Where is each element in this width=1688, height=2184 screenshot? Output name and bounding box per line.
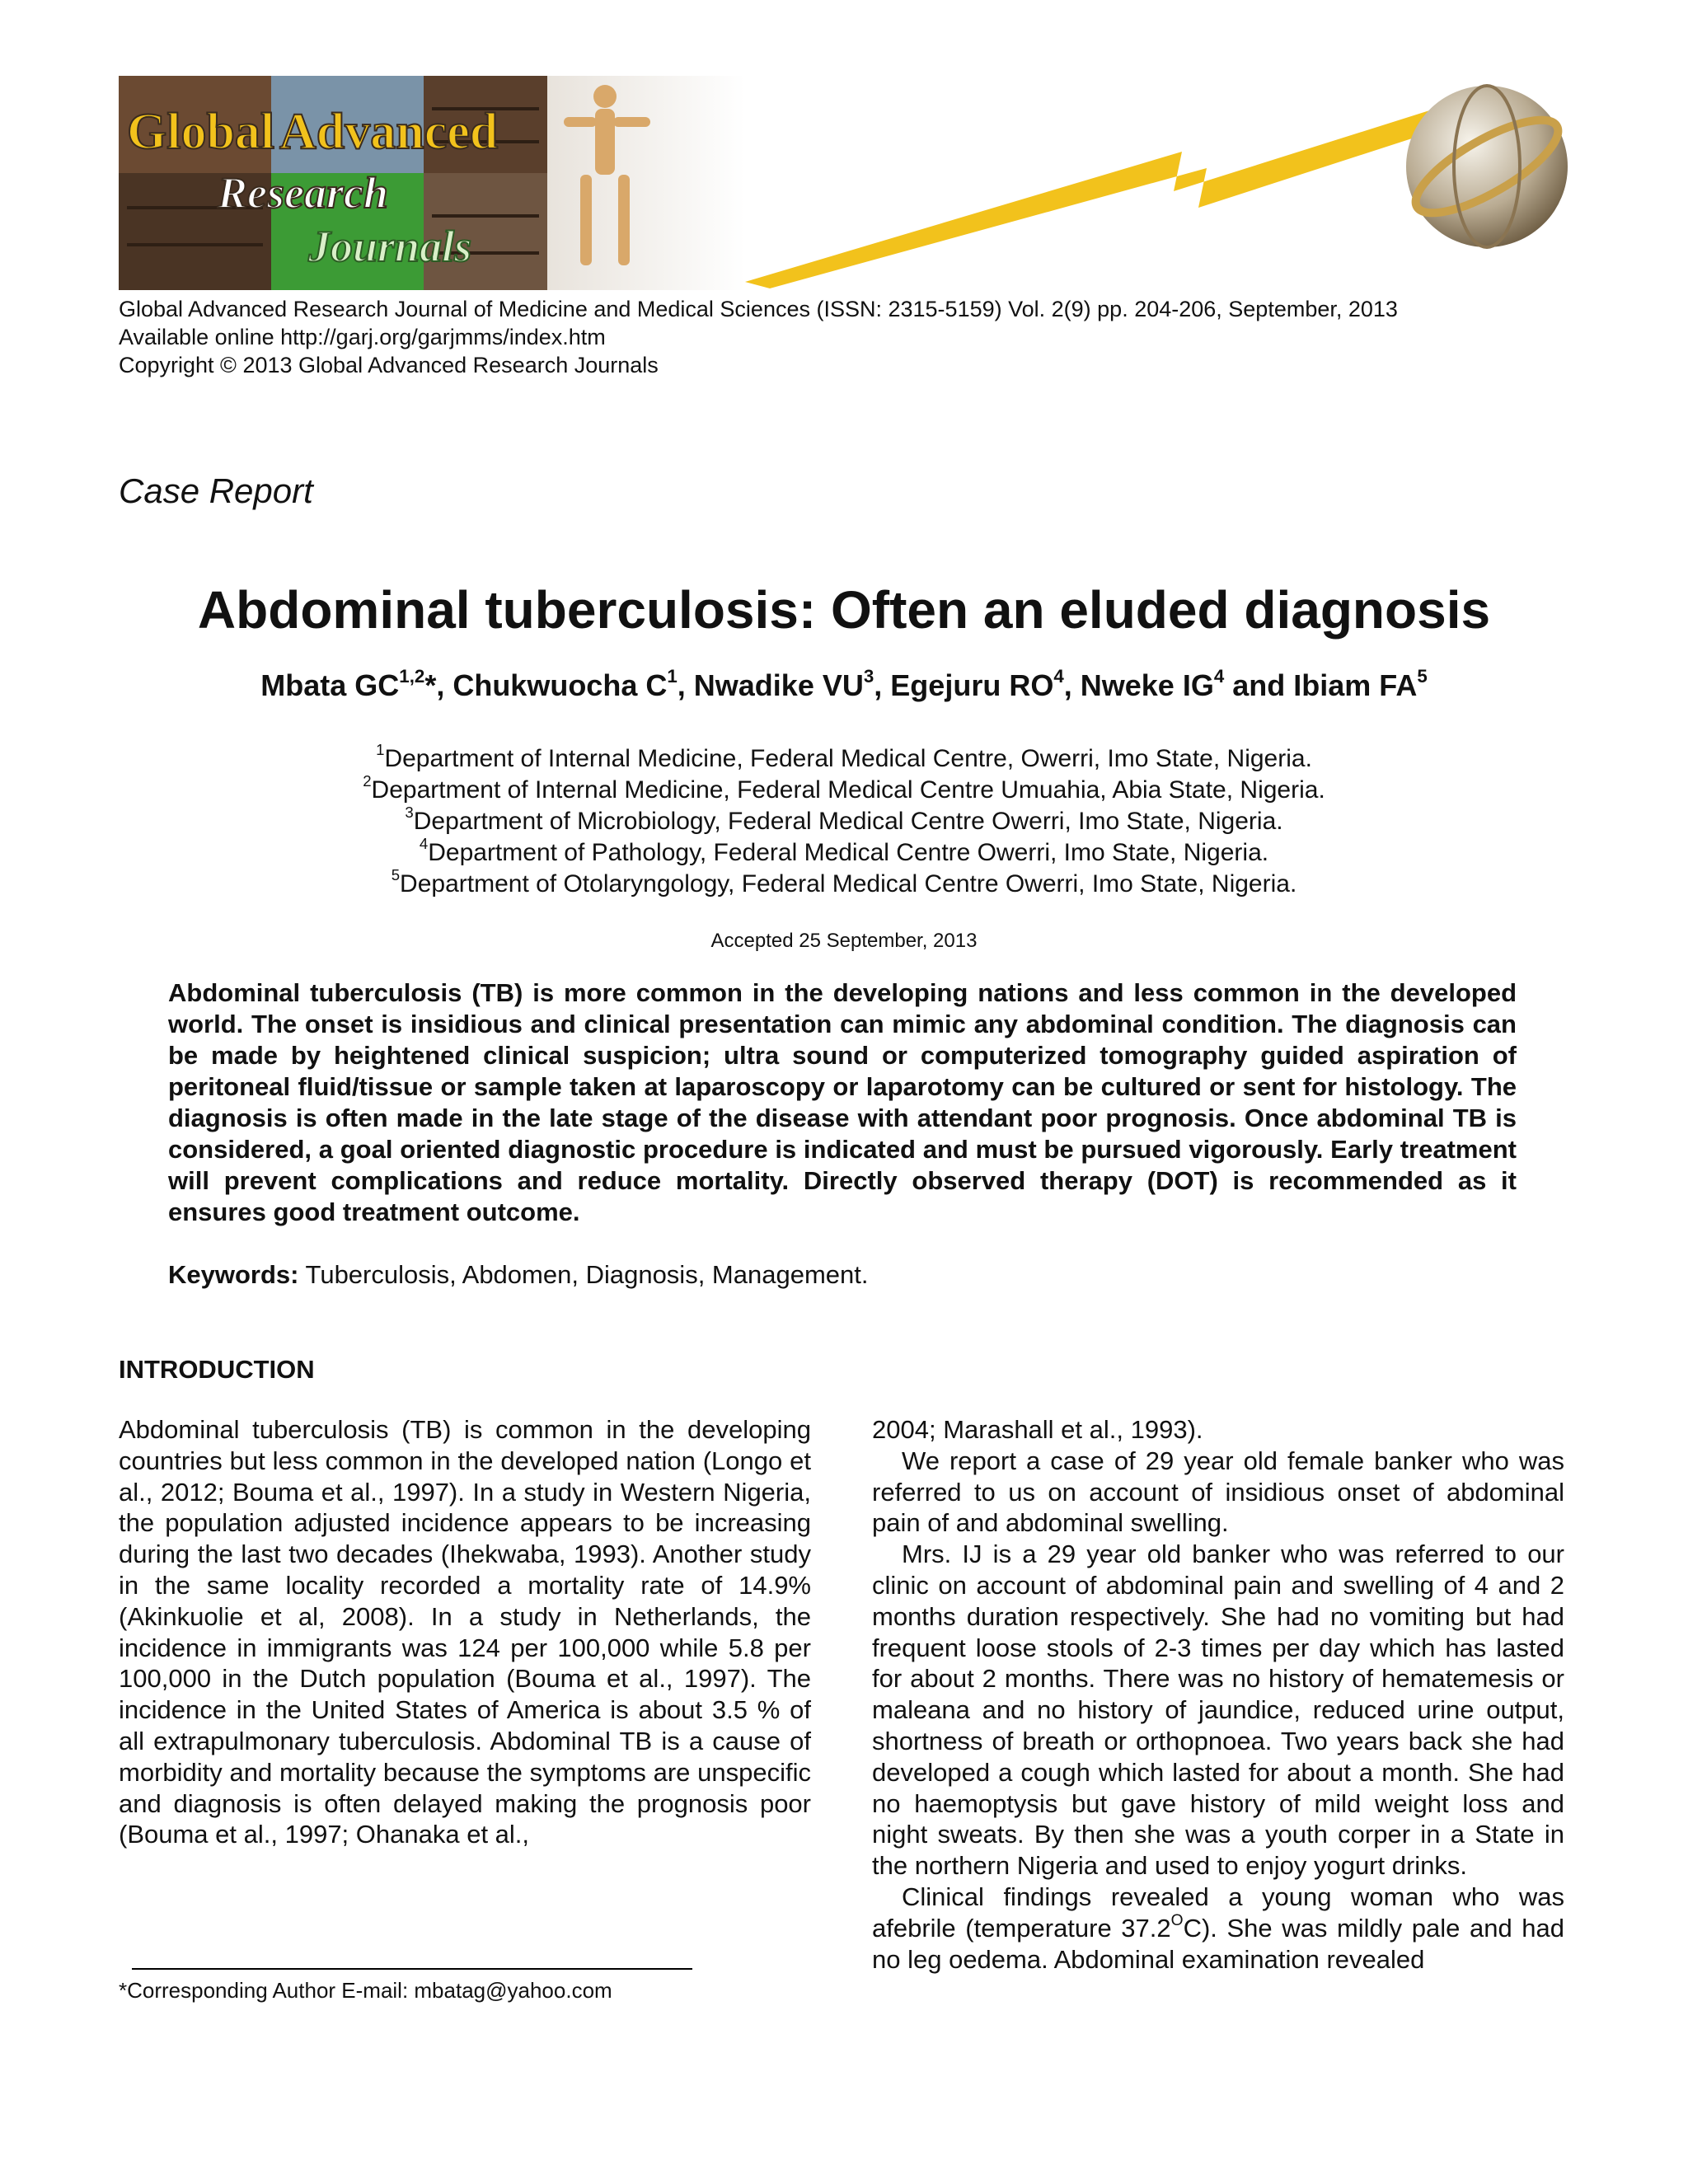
left-column — [119, 1414, 811, 1850]
affiliation-text: Department of Pathology, Federal Medical Centre Owerri, Imo State, Nigeria. — [428, 839, 1269, 866]
journal-banner — [119, 76, 1578, 290]
svg-text:Advanced: Advanced — [279, 104, 499, 160]
article-title: Abdominal tuberculosis: Often an eluded diagnosis — [197, 580, 1491, 640]
affiliation-sup: 4 — [419, 835, 429, 853]
degree-sup: O — [1170, 1911, 1184, 1929]
author-sep: and — [1224, 668, 1294, 702]
author-list — [0, 666, 1688, 705]
author-name: Egejuru RO — [890, 668, 1054, 702]
abstract-text: Abdominal tuberculosis (TB) is more common in the developing nations and less common in the developed world. The onset is insidious and clinical presentation can mimic any abdominal condition. The diagnosis can be made by heightened clinical suspicion; ultra sound or computerized tomography guided aspiration of peritoneal fluid/tissue or sample taken at laparoscopy or laparotomy can be cultured or sent for histology. The diagnosis is often made in the late stage of the disease with attendant poor prognosis. Once abdominal TB is considered, a goal oriented diagnostic procedure is indicated and must be pursued vigorously. Early treatment will prevent complications and reduce mortality. Directly observed therapy (DOT) is recommended as it ensures good treatment outcome. — [168, 978, 1517, 1226]
author-sep: *, — [424, 668, 453, 702]
affiliation-list — [0, 743, 1688, 900]
affiliation-text: Department of Internal Medicine, Federal Medical Centre Umuahia, Abia State, Nigeria. — [371, 776, 1325, 804]
footnote-divider — [132, 1968, 692, 1970]
affiliation-item — [0, 806, 1688, 837]
clinical-findings-text-cont: C). She was mildly pale and had no leg oedema. Abdominal examination revealed — [872, 1913, 1564, 1974]
clinical-findings-text: Clinical findings revealed a young woman who was afebrile (temperature 37.2 — [872, 1882, 1564, 1943]
author-affil-sup: 4 — [1053, 665, 1064, 687]
affiliation-sup: 1 — [376, 741, 385, 759]
author-name: Ibiam FA — [1293, 668, 1418, 702]
svg-text:Global: Global — [127, 104, 275, 160]
intro-paragraph: Abdominal tuberculosis (TB) is common in the developing countries but less common in the developed nation (Longo et al., 2012; Bouma et al., 1997). In a study in Western Nigeria, the population adjusted incidence appears to be increasing during the last two decades (Ihekwaba, 1993). Another study in the same locality recorded a mortality rate of 14.9% (Akinkuolie et al, 2008). In a study in Netherlands, the incidence in immigrants was 124 per 100,000 while 5.8 per 100,000 in the Dutch population (Bouma et al., 1997). The incidence in the United States of America is about 3.5 % of all extrapulmonary tuberculosis. Abdominal TB is a cause of morbidity and mortality because the symptoms are unspecific and diagnosis is often delayed making the prognosis poor (Bouma et al., 1997; Ohanaka et al., — [119, 1415, 811, 1849]
globe-icon — [1404, 86, 1570, 247]
affiliation-text: Department of Internal Medicine, Federal Medical Centre, Owerri, Imo State, Nigeria. — [384, 745, 1312, 772]
affiliation-sup: 2 — [363, 772, 372, 790]
banner-graphic — [119, 76, 1578, 290]
author-name: Nweke IG — [1080, 668, 1214, 702]
svg-text:Journals: Journals — [308, 222, 472, 271]
svg-text:Research: Research — [218, 168, 388, 218]
affiliation-text: Department of Microbiology, Federal Medical Centre Owerri, Imo State, Nigeria. — [413, 808, 1283, 835]
author-sep: , — [677, 668, 694, 702]
affiliation-item — [0, 837, 1688, 869]
clinical-findings-paragraph — [872, 1882, 1564, 1975]
author-affil-sup: 1 — [667, 665, 678, 687]
case-intro-paragraph: We report a case of 29 year old female banker who was referred to us on account of insidious onset of abdominal pain of and abdominal swelling. — [872, 1446, 1564, 1538]
keywords-line — [168, 1259, 868, 1291]
author-affil-sup: 1,2 — [399, 665, 425, 687]
affiliation-item — [0, 772, 1688, 806]
author-affil-sup: 5 — [1417, 665, 1428, 687]
journal-citation: Global Advanced Research Journal of Medicine and Medical Sciences (ISSN: 2315-5159) Vol. 2(9) pp. 204-206, September, 2013 — [119, 297, 1398, 321]
author-sep: , — [1063, 668, 1081, 702]
affiliation-sup: 5 — [391, 866, 401, 884]
journal-meta — [119, 295, 1578, 379]
author-sep: , — [874, 668, 891, 702]
affiliation-text: Department of Otolaryngology, Federal Medical Centre Owerri, Imo State, Nigeria. — [400, 870, 1297, 898]
copyright-line: Copyright © 2013 Global Advanced Research Journals — [119, 353, 659, 377]
keywords-text: Tuberculosis, Abdomen, Diagnosis, Management. — [298, 1260, 869, 1289]
author-name: Chukwuocha C — [452, 668, 668, 702]
affiliation-sup: 3 — [405, 804, 414, 822]
author-name: Mbata GC — [260, 668, 400, 702]
author-affil-sup: 4 — [1213, 665, 1225, 687]
accepted-date: Accepted 25 September, 2013 — [710, 930, 978, 952]
intro-paragraph: 2004; Marashall et al., 1993). — [872, 1415, 1203, 1444]
lightning-bolt — [745, 92, 1503, 288]
article-type: Case Report — [119, 471, 313, 510]
availability-line: Available online http://garj.org/garjmms/index.htm — [119, 325, 606, 349]
case-history-paragraph: Mrs. IJ is a 29 year old banker who was referred to our clinic on account of abdominal pain and swelling of 4 and 2 months duration respectively. She had no vomiting but had frequent loose stools of 2-3 times per day which has lasted for about 2 months. There was no history of hematemesis or maleana and no history of jaundice, reduced urine output, shortness of breath or orthopnoea. Two years back she had developed a cough which lasted for about a month. She had no haemoptysis but gave history of mild weight loss and night sweats. By then she was a youth corper in a State in the northern Nigeria and used to enjoy yogurt drinks. — [872, 1540, 1564, 1881]
keywords-label: Keywords: — [168, 1260, 299, 1289]
section-heading: INTRODUCTION — [119, 1355, 315, 1384]
author-name: Nwadike VU — [693, 668, 864, 702]
author-affil-sup: 3 — [863, 665, 874, 687]
affiliation-item — [0, 866, 1688, 900]
corresponding-author-footnote: *Corresponding Author E-mail: mbatag@yahoo.com — [119, 1978, 612, 2003]
affiliation-item — [0, 743, 1688, 775]
right-column — [872, 1414, 1564, 1975]
